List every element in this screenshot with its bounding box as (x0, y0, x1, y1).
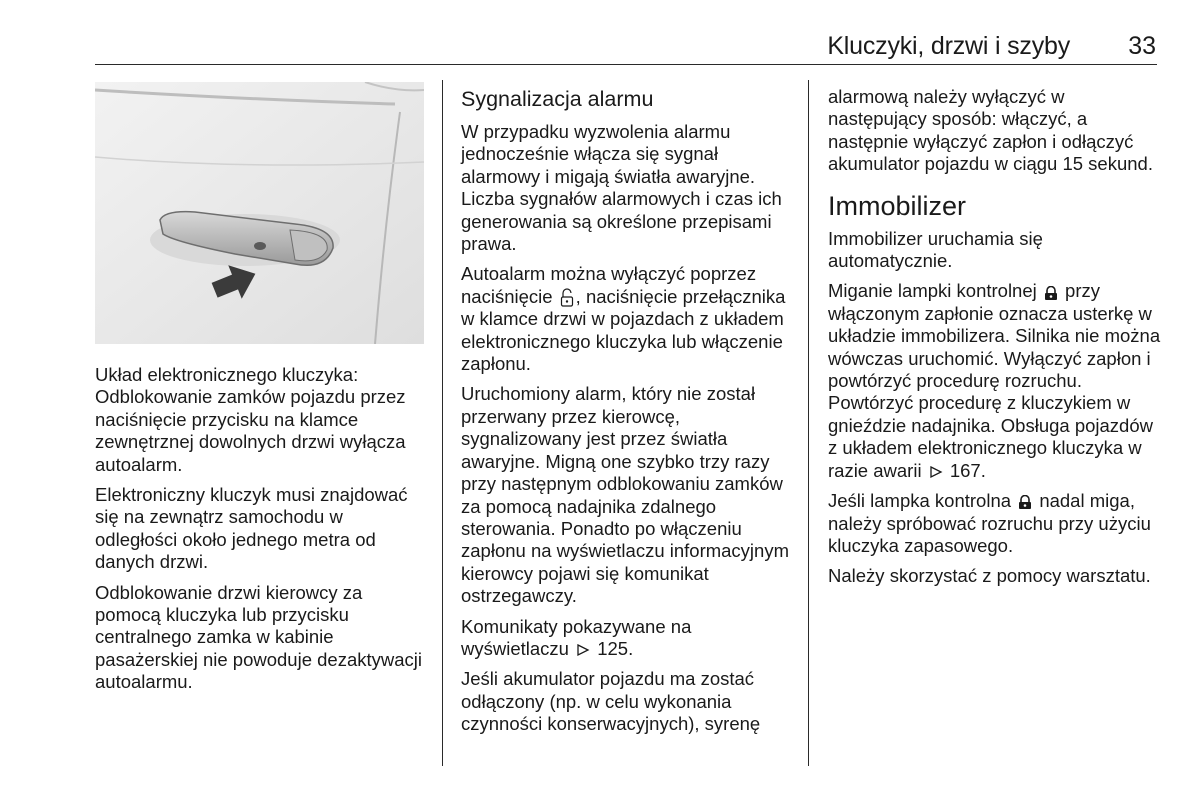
paragraph: Miganie lampki kontrolnej przy włączonym zapłonie oznacza usterkę w układzie immobilizera. Silnika nie można wówczas uruchomić. Wyłączyć zapłon i powtórzyć procedurę rozruchu. Powtórzyć procedurę z kluczykiem w gnieździe nadajnika. Obsługa pojazdów z układem elektronicznego kluczyka w razie awarii 167. (828, 280, 1161, 481)
header-divider (95, 64, 1157, 65)
paragraph: Należy skorzystać z pomocy warsztatu. (828, 565, 1151, 587)
immobilizer-key-lamp-icon (1044, 286, 1058, 300)
paragraph: Jeśli akumulator pojazdu ma zostać odłączony (np. w celu wykonania czynności konserwacyjnych), syrenę (461, 668, 761, 735)
paragraph: Elektroniczny kluczyk musi znajdować się na zewnątrz samochodu w odległości około jednego metra od danych drzwi. (95, 484, 408, 573)
paragraph: Komunikaty pokazywane na wyświetlaczu 125. (461, 615, 692, 659)
page-number: 33 (1128, 32, 1156, 60)
arrow-reference-icon (576, 643, 590, 657)
paragraph: alarmową należy wyłączyć w następujący sposób: włączyć, a następnie wyłączyć zapłon i odłączyć akumulator pojazdu w ciągu 15 sekund. (828, 86, 1153, 175)
left-column (95, 364, 427, 702)
middle-column (461, 86, 795, 744)
section-title: Kluczyki, drzwi i szyby (827, 32, 1070, 60)
paragraph: Odblokowanie drzwi kierowcy za pomocą kluczyka lub przycisku centralnego zamka w kabinie pasażerskiej nie powoduje dezaktywacji autoalarmu. (95, 581, 423, 693)
paragraph: Autoalarm można wyłączyć poprzez naciśnięcie , naciśnięcie przełącznika w klamce drzwi w pojazdach z układem elektronicznego kluczyka lub włączenie zapłonu. (461, 263, 786, 375)
heading-alarm-signalling: Sygnalizacja alarmu (461, 87, 654, 111)
paragraph: Uruchomiony alarm, który nie został przerwany przez kierowcę, sygnalizowany jest przez światła awaryjne. Migną one szybko trzy razy przy następnym odblokowaniu zamków za pomocą nadajnika zdalnego sterowania. Ponadto po włączeniu zapłonu na wyświetlaczu informacyjnym kierowcy pojawi się komunikat ostrzegawczy. (461, 383, 789, 607)
arrow-reference-icon (929, 465, 943, 479)
right-column (828, 86, 1162, 596)
paragraph: Układ elektronicznego kluczyka: Odblokowanie zamków pojazdu przez naciśnięcie przycisku na klamce zewnętrznej dowolnych drzwi wyłącza autoalarm. (95, 364, 406, 475)
paragraph: W przypadku wyzwolenia alarmu jednocześnie włącza się sygnał alarmowy i migają światła awaryjne. Liczba sygnałów alarmowych i czas ich generowania są określone przepisami prawa. (461, 121, 782, 255)
heading-immobilizer: Immobilizer (828, 190, 967, 221)
column-divider-left (442, 80, 443, 766)
unlock-padlock-icon (560, 288, 574, 308)
door-handle-figure (95, 82, 424, 344)
paragraph: Immobilizer uruchamia się automatycznie. (828, 227, 1043, 272)
column-divider-right (808, 80, 809, 766)
paragraph: Jeśli lampka kontrolna nadal miga, należy spróbować rozruchu przy użyciu kluczyka zapasowego. (828, 490, 1151, 556)
immobilizer-key-lamp-icon (1018, 495, 1032, 509)
door-handle-button-illustration (95, 82, 424, 344)
